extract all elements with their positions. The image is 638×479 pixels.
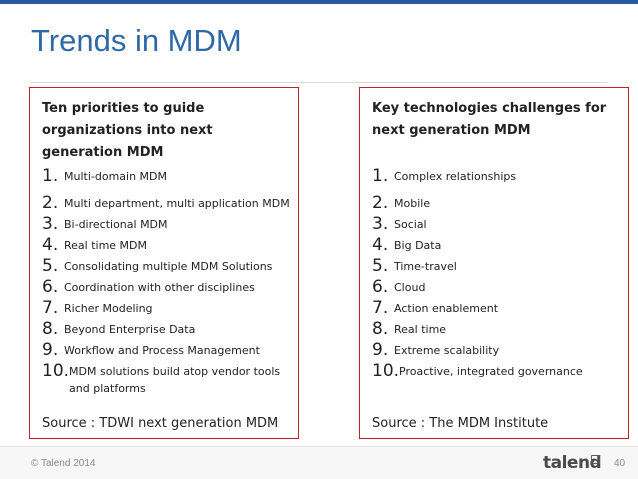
list-item bbox=[372, 319, 626, 340]
list-number: 10. bbox=[42, 361, 70, 381]
list-item bbox=[42, 277, 296, 298]
list-number: 2. bbox=[372, 193, 389, 213]
list-item bbox=[372, 235, 626, 256]
list-number: 1. bbox=[42, 166, 59, 186]
list-item bbox=[372, 166, 626, 187]
list-number: 3. bbox=[42, 214, 59, 234]
priorities-heading: Ten priorities to guide organizations into next generation MDM bbox=[42, 101, 213, 160]
list-item bbox=[42, 166, 296, 187]
list-text: Coordination with other disciplines bbox=[64, 281, 255, 294]
list-text: Workflow and Process Management bbox=[64, 344, 260, 357]
list-number: 3. bbox=[372, 214, 389, 234]
list-item bbox=[42, 235, 296, 256]
list-text: Beyond Enterprise Data bbox=[64, 323, 196, 336]
technologies-list bbox=[372, 166, 626, 382]
priorities-panel bbox=[29, 87, 299, 439]
list-text: Bi-directional MDM bbox=[64, 218, 168, 231]
list-item bbox=[372, 298, 626, 319]
list-text: Real time MDM bbox=[64, 239, 148, 252]
technologies-panel bbox=[359, 87, 629, 439]
list-text: Social bbox=[394, 218, 427, 231]
list-number: 4. bbox=[372, 235, 389, 255]
technologies-source: Source : The MDM Institute bbox=[372, 416, 549, 431]
top-accent-bar bbox=[0, 0, 638, 4]
list-item bbox=[372, 361, 626, 382]
list-number: 5. bbox=[372, 256, 389, 276]
slide-title: Trends in MDM bbox=[31, 23, 242, 58]
list-text: MDM solutions build atop vendor tools and platforms bbox=[69, 365, 281, 395]
list-text: Consolidating multiple MDM Solutions bbox=[64, 260, 273, 273]
list-text: Extreme scalability bbox=[394, 344, 500, 357]
list-number: 9. bbox=[42, 340, 59, 360]
talend-logo: talend bbox=[543, 453, 602, 473]
list-item bbox=[42, 340, 296, 361]
list-item bbox=[42, 193, 296, 214]
technologies-heading: Key technologies challenges for next generation MDM bbox=[372, 101, 607, 138]
list-number: 5. bbox=[42, 256, 59, 276]
list-text: Multi department, multi application MDM bbox=[64, 197, 290, 210]
list-text: Big Data bbox=[394, 239, 442, 252]
list-text: Complex relationships bbox=[394, 170, 517, 183]
list-item bbox=[42, 361, 296, 397]
logo-mark-icon bbox=[591, 455, 600, 464]
list-number: 10. bbox=[372, 361, 400, 381]
copyright-text: © Talend 2014 bbox=[31, 458, 96, 469]
list-number: 9. bbox=[372, 340, 389, 360]
list-item bbox=[372, 256, 626, 277]
list-text: Multi-domain MDM bbox=[64, 170, 168, 183]
list-item bbox=[372, 340, 626, 361]
list-text: Mobile bbox=[394, 197, 431, 210]
title-divider bbox=[31, 82, 607, 83]
list-number: 4. bbox=[42, 235, 59, 255]
list-number: 7. bbox=[42, 298, 59, 318]
list-number: 6. bbox=[372, 277, 389, 297]
list-number: 8. bbox=[372, 319, 389, 339]
list-text: Cloud bbox=[394, 281, 426, 294]
list-item bbox=[42, 214, 296, 235]
list-number: 1. bbox=[372, 166, 389, 186]
list-number: 8. bbox=[42, 319, 59, 339]
list-text: Richer Modeling bbox=[64, 302, 153, 315]
list-item bbox=[372, 277, 626, 298]
list-number: 2. bbox=[42, 193, 59, 213]
list-text: Time-travel bbox=[394, 260, 457, 273]
priorities-list bbox=[42, 166, 296, 397]
list-number: 7. bbox=[372, 298, 389, 318]
list-number: 6. bbox=[42, 277, 59, 297]
list-item bbox=[372, 214, 626, 235]
list-item bbox=[42, 298, 296, 319]
page-number: 40 bbox=[614, 458, 626, 469]
list-item bbox=[372, 193, 626, 214]
list-item bbox=[42, 319, 296, 340]
priorities-source: Source : TDWI next generation MDM bbox=[42, 416, 279, 431]
list-text: Proactive, integrated governance bbox=[399, 365, 583, 378]
list-text: Action enablement bbox=[394, 302, 499, 315]
list-text: Real time bbox=[394, 323, 447, 336]
list-item bbox=[42, 256, 296, 277]
